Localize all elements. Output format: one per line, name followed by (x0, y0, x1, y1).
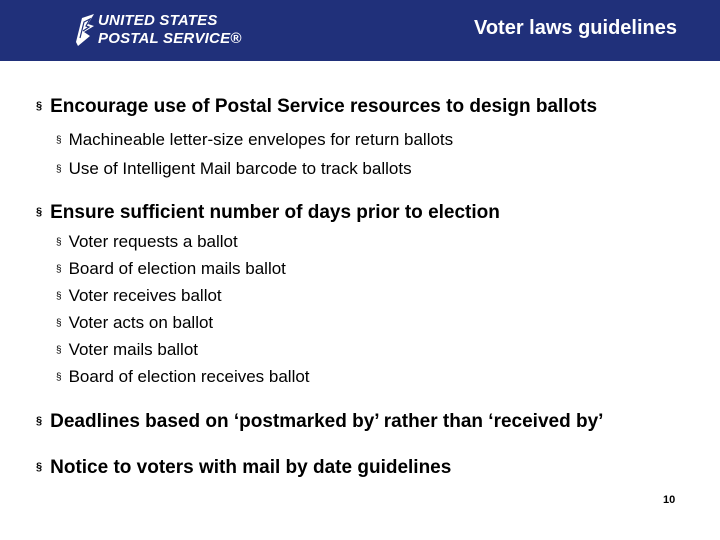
bullet-text: Voter acts on ballot (68, 313, 214, 332)
bullet-text: Voter mails ballot (68, 340, 199, 359)
bullet-icon: § (56, 345, 62, 356)
bullet-level1 (36, 411, 603, 433)
bullet-text: Board of election mails ballot (68, 259, 286, 278)
bullet-icon: § (56, 164, 62, 175)
bullet-icon: § (36, 461, 43, 473)
bullet-level2 (56, 340, 198, 360)
bullet-text: Machineable letter-size envelopes for return ballots (68, 130, 454, 149)
bullet-icon: § (56, 318, 62, 329)
bullet-level2 (56, 232, 238, 252)
bullet-icon: § (56, 237, 62, 248)
bullet-level2 (56, 130, 453, 150)
bullet-icon: § (56, 291, 62, 302)
bullet-text: Deadlines based on ‘postmarked by’ rather than ‘received by’ (50, 411, 604, 432)
page-number: 10 (663, 494, 676, 506)
bullet-icon: § (56, 264, 62, 275)
logo-text-line2: POSTAL SERVICE® (98, 30, 242, 47)
bullet-icon: § (56, 135, 62, 146)
bullet-level1 (36, 457, 451, 479)
bullet-text: Use of Intelligent Mail barcode to track ballots (68, 159, 412, 178)
bullet-text: Notice to voters with mail by date guidelines (50, 457, 452, 478)
bullet-level2 (56, 286, 222, 306)
bullet-icon: § (36, 100, 43, 112)
bullet-level1 (36, 202, 500, 224)
bullet-level2 (56, 259, 286, 279)
bullet-text: Board of election receives ballot (68, 367, 310, 386)
bullet-level1 (36, 96, 597, 118)
bullet-icon: § (36, 206, 43, 218)
bullet-text: Voter requests a ballot (68, 232, 238, 251)
bullet-icon: § (36, 415, 43, 427)
bullet-icon: § (56, 372, 62, 383)
bullet-level2 (56, 313, 213, 333)
bullet-text: Voter receives ballot (68, 286, 222, 305)
slide-title: Voter laws guidelines (473, 17, 677, 39)
bullet-text: Ensure sufficient number of days prior to election (50, 202, 500, 223)
logo-text-line1: UNITED STATES (98, 12, 218, 29)
bullet-level2 (56, 367, 310, 387)
bullet-level2 (56, 159, 412, 179)
bullet-text: Encourage use of Postal Service resources to design ballots (50, 96, 598, 117)
